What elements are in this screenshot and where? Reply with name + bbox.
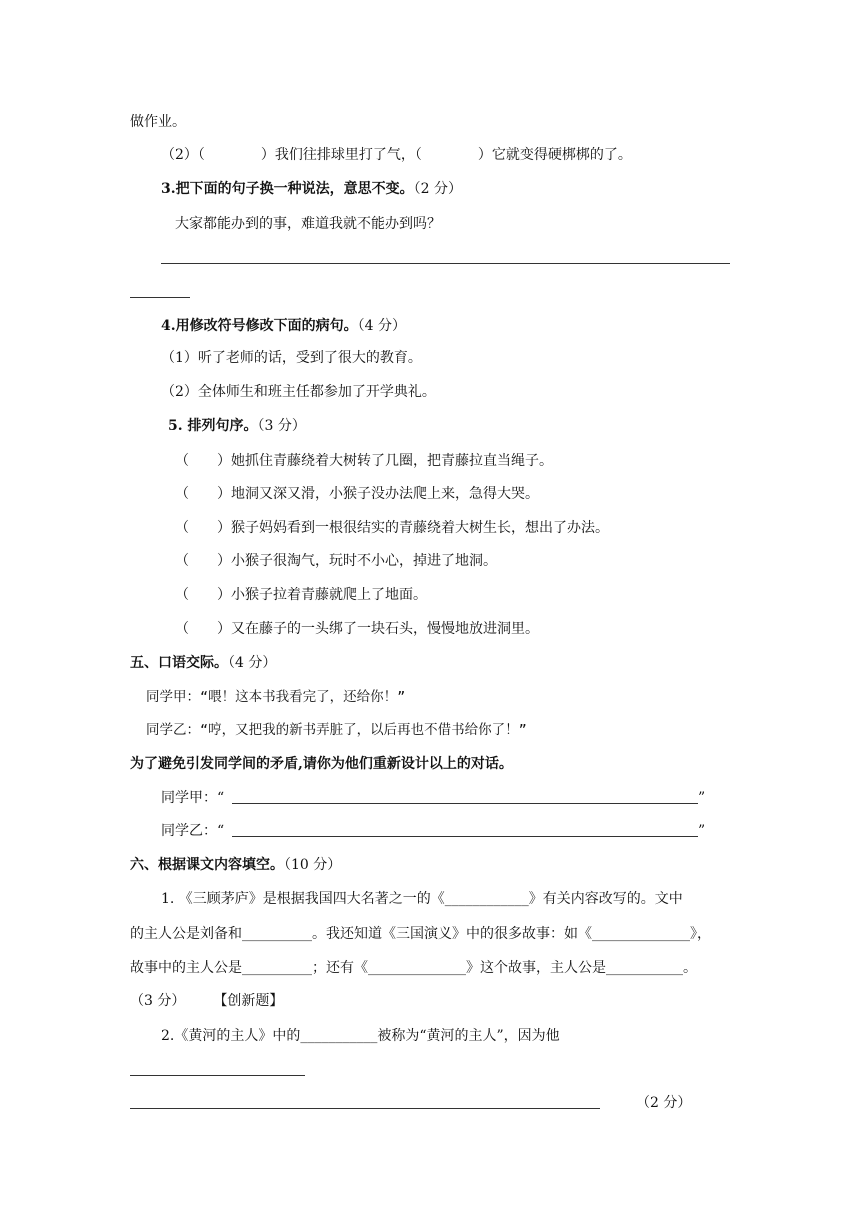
score-label: （2 分）	[636, 1095, 692, 1111]
section-heading	[130, 653, 276, 673]
answer-line	[161, 263, 730, 264]
text-line: （1）听了老师的话，受到了很大的教育。	[161, 350, 422, 366]
text-line: （3 分） 【创新题】	[130, 993, 284, 1009]
text-line: 2.《黄河的主人》中的___________被称为“黄河的主人”，因为他	[161, 1028, 560, 1044]
question-heading	[161, 316, 406, 336]
heading-text: 3.把下面的句子换一种说法，意思不变。	[161, 181, 414, 197]
heading-text: 六、根据课文内容填空。	[130, 857, 284, 873]
heading-text: 5. 排列句序。	[168, 418, 258, 434]
text-line: 故事中的主人公是__________；还有《______________》这个故事，主人公是___________。	[130, 960, 697, 976]
heading-score: （10 分）	[284, 857, 342, 873]
order-item: （ ）猴子妈妈看到一根很结实的青藤绕着大树生长，想出了办法。	[175, 520, 609, 536]
dialogue-answer-label: 同学乙：“	[161, 823, 225, 839]
heading-score: （2 分）	[413, 181, 462, 197]
answer-line	[130, 1108, 600, 1109]
heading-score: （3 分）	[257, 418, 306, 434]
quote-close: ”	[698, 790, 706, 806]
dialogue-answer-label: 同学甲：“	[161, 790, 225, 806]
question-heading	[168, 416, 306, 436]
dialogue-line: 同学甲：“喂！这本书我看完了，还给你！”	[146, 689, 406, 705]
order-item: （ ）小猴子拉着青藤就爬上了地面。	[175, 587, 427, 603]
answer-line	[130, 297, 190, 298]
dialogue-line: 同学乙：“哼，又把我的新书弄脏了，以后再也不借书给你了！”	[146, 722, 527, 738]
text-line: 的主人公是刘备和__________。我还知道《三国演义》中的很多故事：如《______________》，	[130, 926, 711, 942]
section-heading	[130, 855, 341, 875]
order-item: （ ）她抓住青藤绕着大树转了几圈，把青藤拉直当绳子。	[175, 453, 553, 469]
text-line: 大家都能办到的事，难道我就不能办到吗？	[175, 216, 441, 232]
text-line: （2）（ ）我们往排球里打了气，（ ）它就变得硬梆梆的了。	[161, 147, 632, 163]
quote-close: ”	[698, 823, 706, 839]
order-item: （ ）又在藤子的一头绑了一块石头，慢慢地放进洞里。	[175, 621, 539, 637]
heading-text: 五、口语交际。	[130, 655, 228, 671]
text-line: 1. 《三顾茅庐》是根据我国四大名著之一的《____________》有关内容改写的。文中	[161, 891, 683, 907]
heading-text: 4.用修改符号修改下面的病句。	[161, 318, 358, 334]
answer-line	[232, 803, 698, 804]
heading-score: （4 分）	[357, 318, 406, 334]
order-item: （ ）小猴子很淘气，玩时不小心，掉进了地洞。	[175, 553, 497, 569]
answer-line	[130, 1075, 305, 1076]
order-item: （ ）地洞又深又滑，小猴子没办法爬上来，急得大哭。	[175, 486, 539, 502]
instruction: 为了避免引发同学间的矛盾,请你为他们重新设计以上的对话。	[130, 756, 513, 772]
text-line: （2）全体师生和班主任都参加了开学典礼。	[161, 384, 436, 400]
heading-score: （4 分）	[228, 655, 277, 671]
text-line: 做作业。	[130, 114, 186, 130]
question-heading	[161, 179, 462, 199]
answer-line	[232, 836, 698, 837]
